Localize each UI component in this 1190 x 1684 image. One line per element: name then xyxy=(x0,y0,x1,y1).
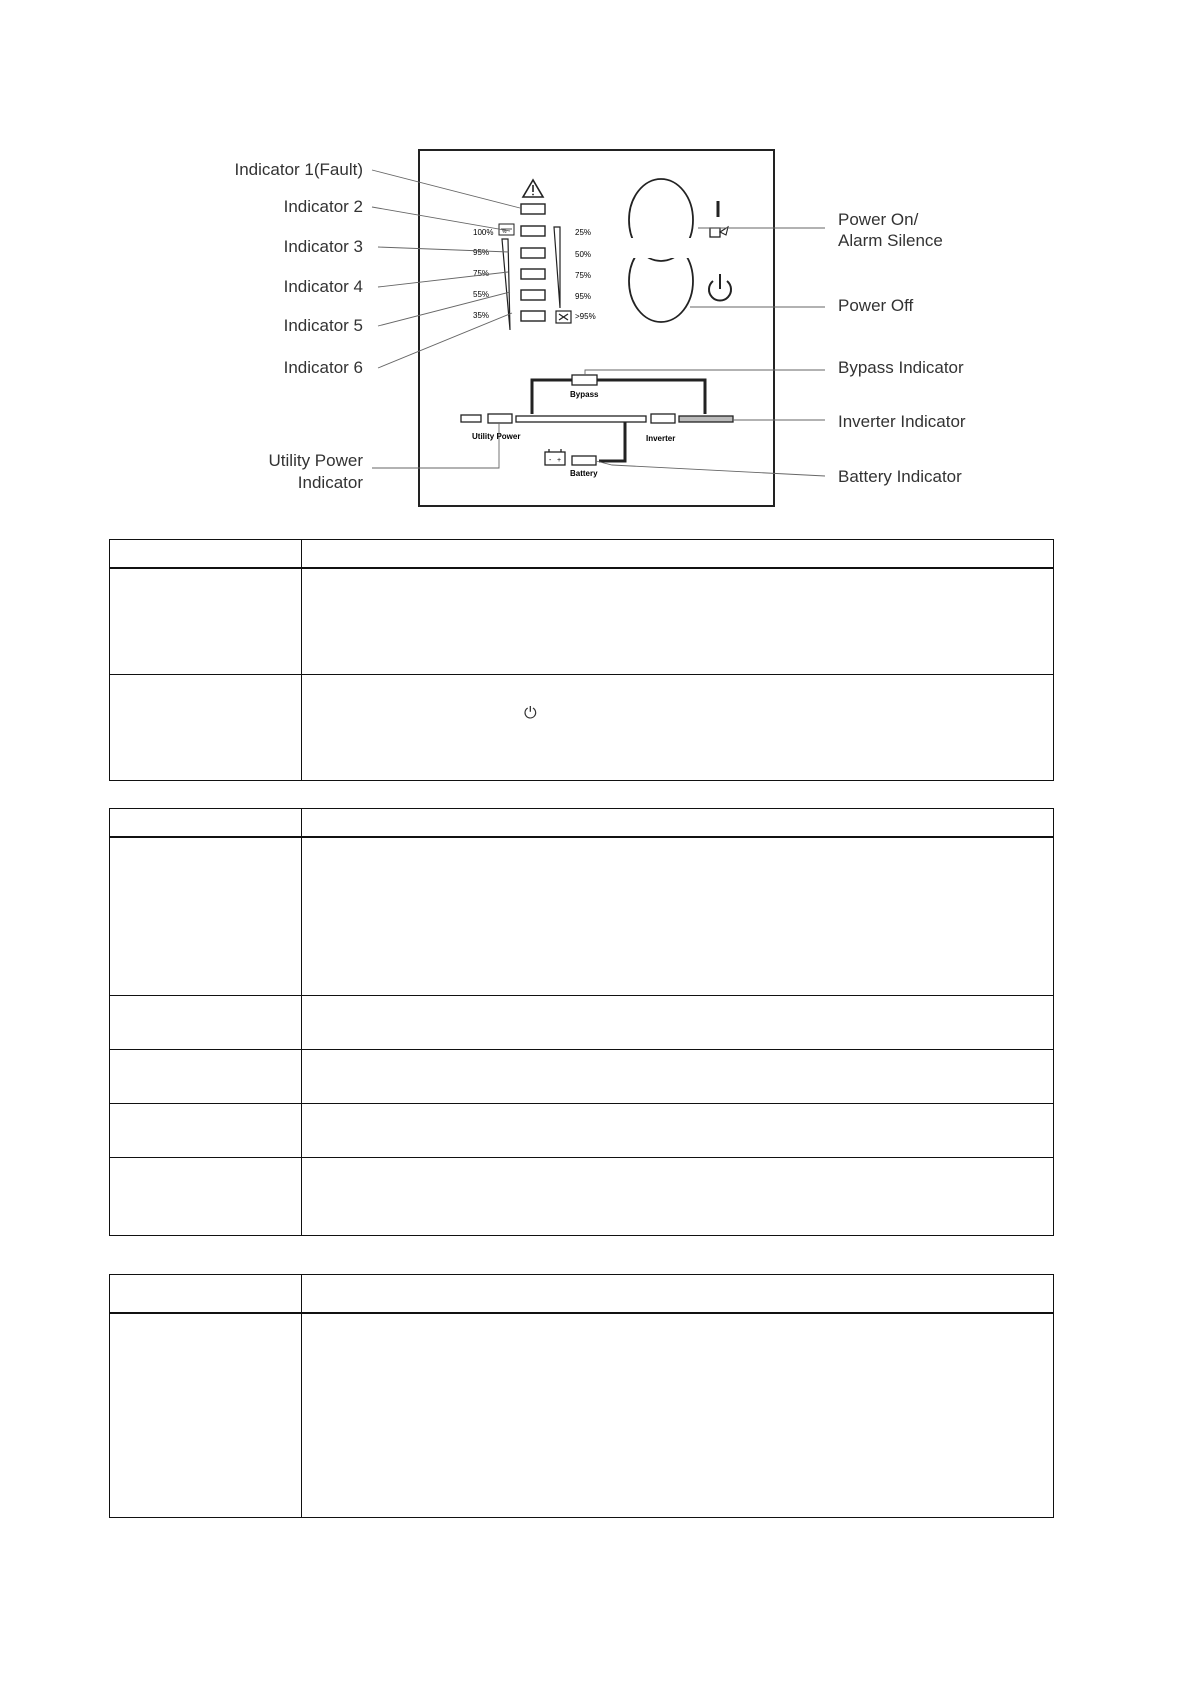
battery-led xyxy=(572,456,596,465)
power-off-icon xyxy=(709,274,731,300)
table-row xyxy=(110,1103,1053,1157)
callout-power-on-line1: Power On/ xyxy=(838,210,919,229)
indicator-2-led xyxy=(521,226,545,236)
svg-text:+: + xyxy=(557,457,562,464)
bypass-label: Bypass xyxy=(570,390,599,399)
table-row xyxy=(110,837,1053,995)
callout-indicator-3: Indicator 3 xyxy=(283,237,363,256)
control-panel-diagram xyxy=(0,0,1190,520)
table-header xyxy=(110,540,1053,568)
callout-indicator-2: Indicator 2 xyxy=(283,197,363,216)
callout-utility-line2: Indicator xyxy=(297,473,363,492)
callout-battery-indicator: Battery Indicator xyxy=(838,467,962,486)
utility-power-led xyxy=(488,414,512,423)
load-scale-label: 100% xyxy=(473,228,494,237)
battery-scale-label: 75% xyxy=(575,271,592,280)
table-alarms xyxy=(109,1274,1054,1518)
table-row xyxy=(110,995,1053,1049)
indicator-3-led xyxy=(521,248,545,258)
svg-text:%: % xyxy=(502,229,507,235)
battery-label: Battery xyxy=(570,469,598,478)
table-buttons xyxy=(109,539,1054,781)
utility-power-label: Utility Power xyxy=(472,432,521,441)
callout-indicator-5: Indicator 5 xyxy=(283,316,363,335)
indicator-5-led xyxy=(521,290,545,300)
load-scale-label: 75% xyxy=(473,269,490,278)
table-header xyxy=(110,1275,1053,1313)
bypass-path xyxy=(532,380,705,414)
callout-bypass-indicator: Bypass Indicator xyxy=(838,358,964,377)
callout-indicator-6: Indicator 6 xyxy=(283,358,363,377)
output-bus xyxy=(679,416,733,422)
table-header xyxy=(110,809,1053,837)
indicator-1-led xyxy=(521,204,545,214)
power-on-icon xyxy=(710,201,728,237)
table-indicators xyxy=(109,808,1054,1236)
battery-path xyxy=(599,422,625,461)
main-bus xyxy=(516,416,646,422)
battery-scale-label: 95% xyxy=(575,292,592,301)
utility-led-a xyxy=(461,415,481,422)
load-scale-label: 95% xyxy=(473,248,490,257)
table-row xyxy=(110,1313,1053,1517)
callout-power-on-line2: Alarm Silence xyxy=(838,231,943,250)
battery-wedge xyxy=(554,227,560,308)
battery-scale-label: >95% xyxy=(575,312,596,321)
battery-scale-label: 25% xyxy=(575,228,592,237)
callout-indicator-4: Indicator 4 xyxy=(283,277,363,296)
svg-text:-: - xyxy=(549,457,552,464)
callout-leader-lines xyxy=(372,170,825,476)
load-scale-label: 35% xyxy=(473,311,490,320)
callout-indicator-1: Indicator 1(Fault) xyxy=(234,160,363,179)
indicator-6-led xyxy=(521,311,545,321)
battery-icon xyxy=(545,449,565,465)
callout-power-off: Power Off xyxy=(838,296,914,315)
callout-utility-line1: Utility Power xyxy=(268,451,363,470)
table-row xyxy=(110,568,1053,674)
warning-triangle-icon xyxy=(523,180,543,197)
inverter-label: Inverter xyxy=(646,434,676,443)
table-row xyxy=(110,674,1053,780)
load-scale-label: 55% xyxy=(473,290,490,299)
table-row xyxy=(110,1157,1053,1235)
battery-charge-icon xyxy=(556,311,571,323)
battery-scale-label: 50% xyxy=(575,250,592,259)
table-row xyxy=(110,1049,1053,1103)
callout-inverter-indicator: Inverter Indicator xyxy=(838,412,966,431)
panel-frame xyxy=(419,150,774,506)
bypass-led xyxy=(572,375,597,385)
indicator-4-led xyxy=(521,269,545,279)
inverter-led xyxy=(651,414,675,423)
power-off-icon: ⏻ xyxy=(524,703,537,722)
